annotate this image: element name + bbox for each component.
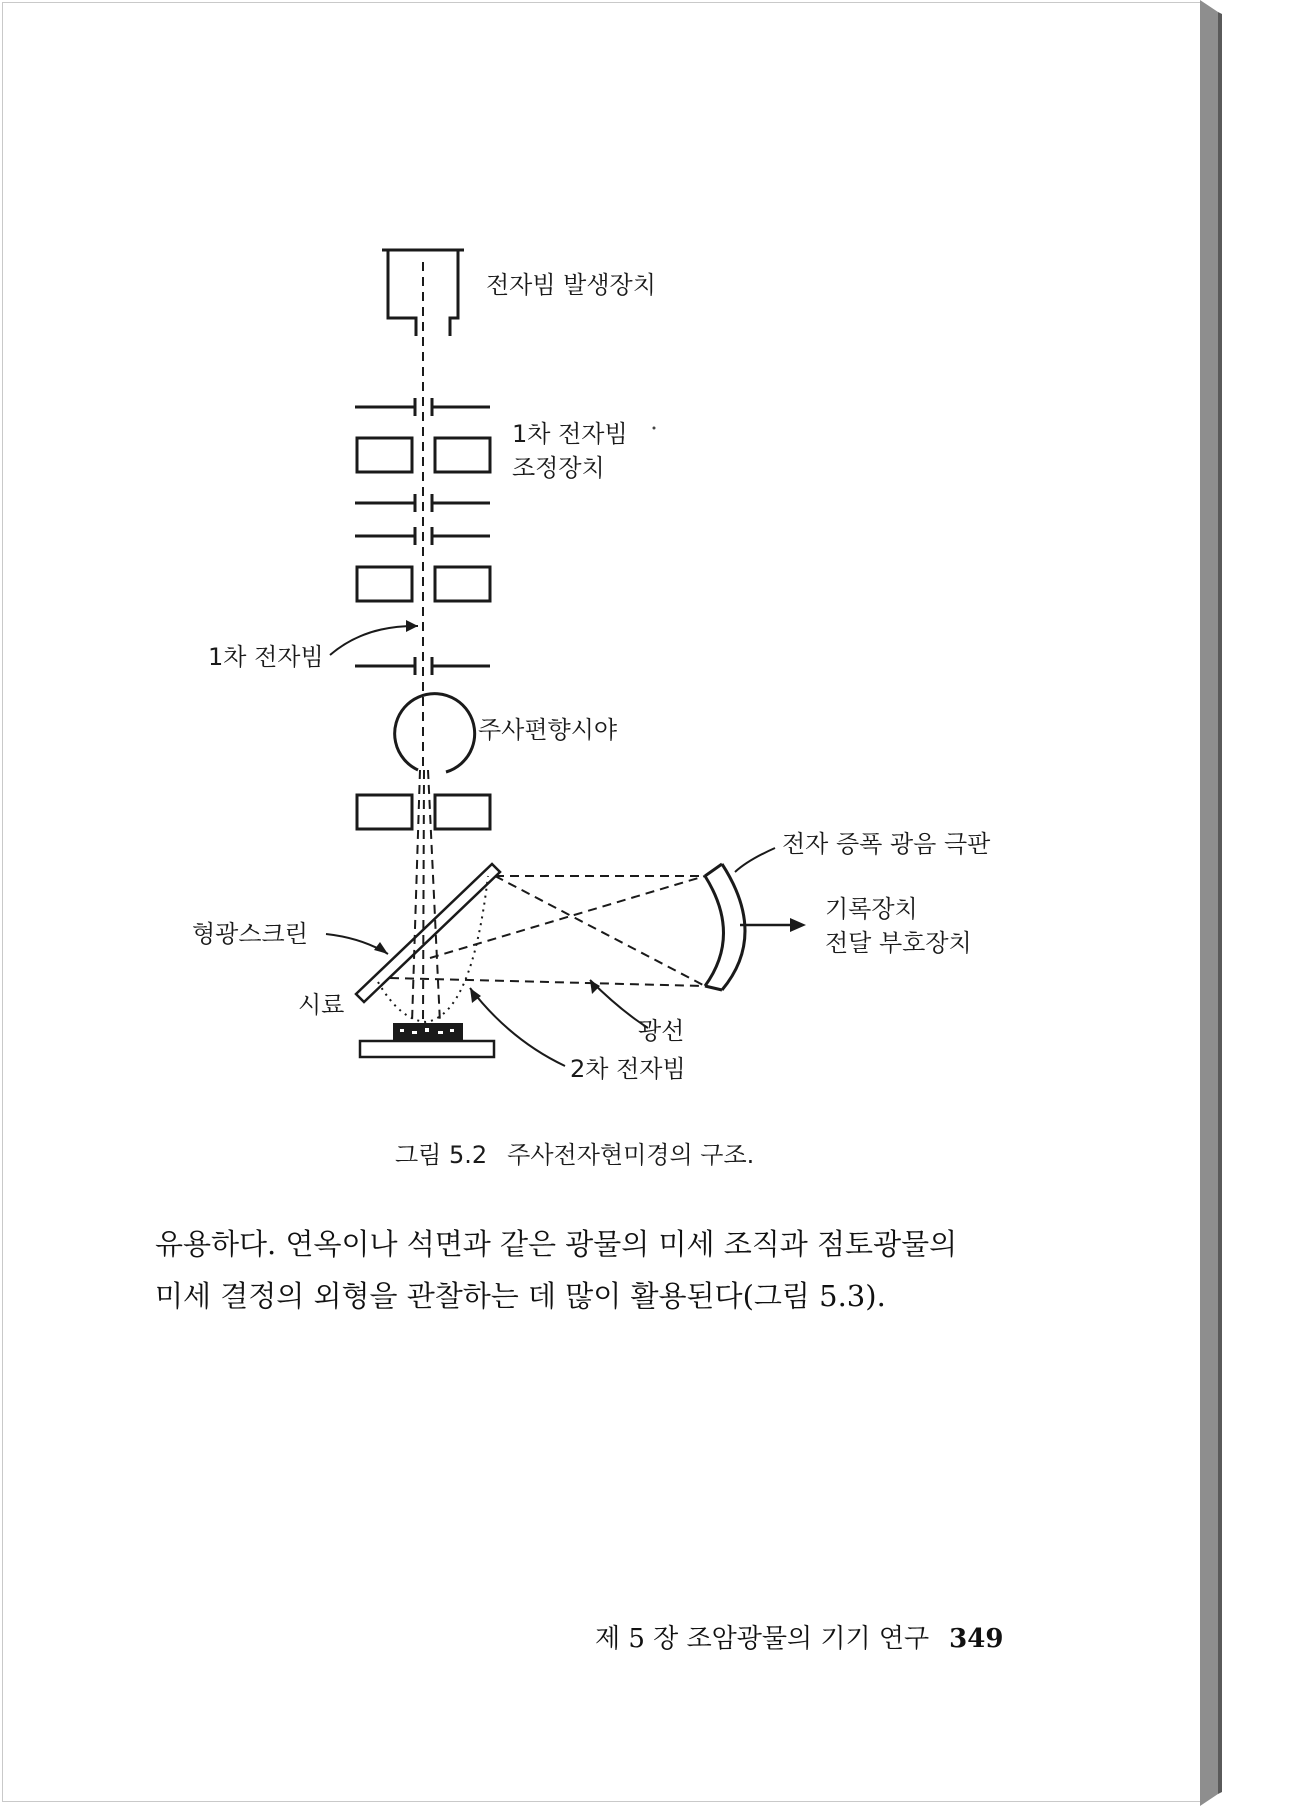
label-scan-deflection: 주사편향시야 [478,716,618,744]
lens-2-right [435,567,490,601]
running-footer [595,1618,1003,1655]
page-edge-shadow [1200,0,1300,1806]
chapter-title: 제 5 장 조암광물의 기기 연구 [595,1624,930,1654]
body-paragraph [155,1218,1035,1322]
label-secondary-beam: 2차 전자빔 [570,1055,686,1083]
photomultiplier-plate [705,876,724,986]
scan-deflection-coil [395,694,475,772]
label-electron-gun: 전자빔 발생장치 [486,271,656,299]
label-primary-beam: 1차 전자빔 [208,643,324,671]
page-number: 349 [949,1624,1004,1654]
lens-3-right [435,795,490,829]
lens-1-left [357,438,412,472]
lens-1-right [435,438,490,472]
light-ray-2 [495,876,705,986]
figure-title: 주사전자현미경의 구조. [507,1141,755,1169]
label-recorder-line1: 기록장치 [825,895,918,923]
label-primary-beam-adjust-line1: 1차 전자빔 [512,420,628,448]
figure-number: 그림 5.2 [395,1141,488,1169]
lens-3-left [357,795,412,829]
label-recorder-line2: 전달 부호장치 [825,929,972,957]
fluorescent-screen [356,864,500,1002]
label-light: 광선 [638,1017,685,1045]
label-fluorescent-screen: 형광스크린 [192,920,308,948]
body-line: 유용하다. 연옥이나 석면과 같은 광물의 미세 조직과 점토광물의 [155,1227,958,1261]
lens-2-left [357,567,412,601]
leader-primary-beam [330,626,418,655]
leader-photomultiplier [735,848,775,872]
figure-caption [395,1135,774,1170]
label-photomultiplier: 전자 증폭 광음 극판 [782,830,991,858]
label-specimen: 시료 [298,991,345,1019]
body-line: 미세 결정의 외형을 관찰하는 데 많이 활용된다(그림 5.3). [155,1279,886,1313]
leader-secondary-beam [470,988,565,1066]
specimen-stage [360,1041,494,1057]
light-ray-3 [430,876,705,958]
label-primary-beam-adjust-line2: 조정장치 [512,454,605,482]
